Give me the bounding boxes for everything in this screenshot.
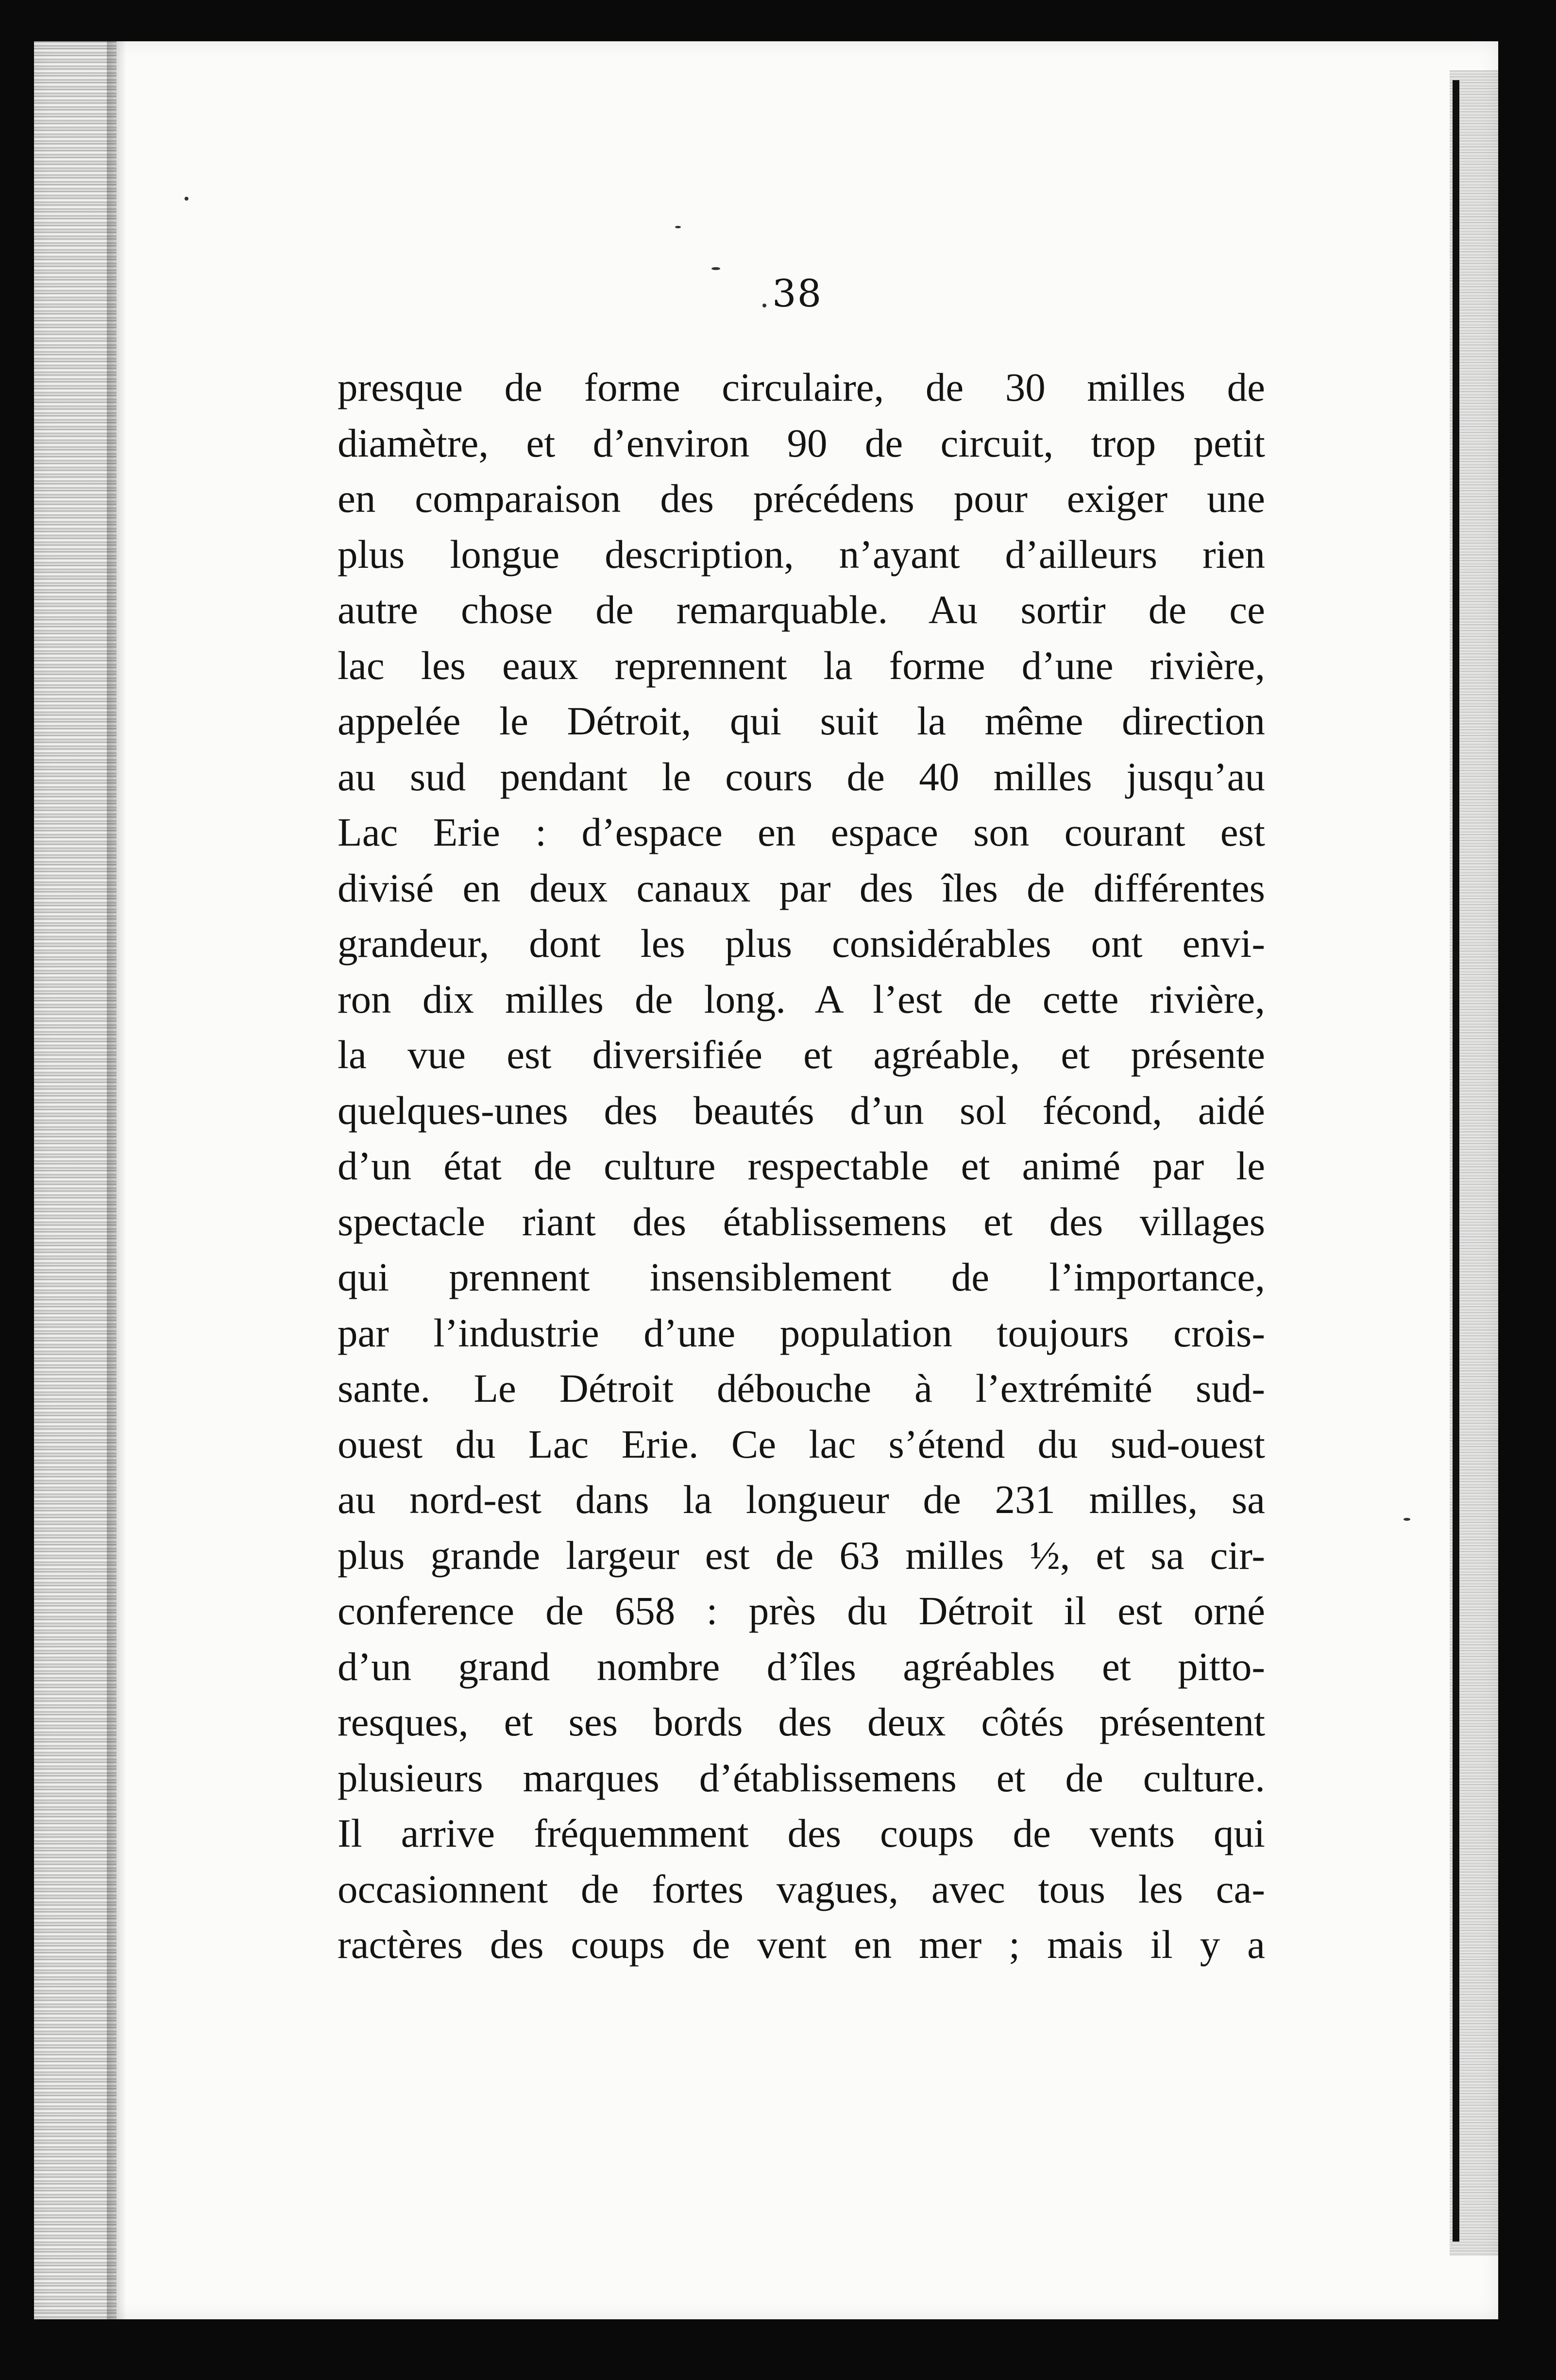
text-line: divisé en deux canaux par des îles de différentes xyxy=(338,865,1265,910)
speck xyxy=(762,304,766,307)
text-line: la vue est diversifiée et agréable, et présente xyxy=(338,1032,1265,1077)
text-line: ouest du Lac Erie. Ce lac s’étend du sud-ouest xyxy=(338,1421,1265,1466)
text-line: qui prennent insensiblement de l’importance, xyxy=(338,1255,1265,1299)
gutter-shadow xyxy=(107,41,126,2319)
text-line: occasionnent de fortes vagues, avec tous les ca- xyxy=(338,1866,1265,1911)
page-number: 38 xyxy=(772,272,823,316)
text-line: plusieurs marques d’établissemens et de culture. xyxy=(338,1755,1265,1800)
right-edge-rule xyxy=(1453,80,1459,2242)
text-line: diamètre, et d’environ 90 de circuit, trop petit xyxy=(338,420,1265,465)
text-line: en comparaison des précédens pour exiger une xyxy=(338,476,1265,521)
text-line: au nord-est dans la longueur de 231 milles, sa xyxy=(338,1477,1265,1522)
binding-gutter xyxy=(34,41,117,2319)
text-line: ractères des coups de vent en mer ; mais il y a xyxy=(338,1922,1265,1967)
text-line: presque de forme circulaire, de 30 milles de xyxy=(338,365,1265,409)
text-line: Lac Erie : d’espace en espace son courant est xyxy=(338,810,1265,854)
text-line: sante. Le Détroit débouche à l’extrémité sud- xyxy=(338,1366,1265,1411)
text-line: lac les eaux reprennent la forme d’une rivière, xyxy=(338,643,1265,688)
text-line: quelques-unes des beautés d’un sol fécond, aidé xyxy=(338,1088,1265,1133)
text-line: ron dix milles de long. A l’est de cette rivière, xyxy=(338,976,1265,1021)
text-line: resques, et ses bords des deux côtés présentent xyxy=(338,1700,1265,1744)
speck xyxy=(1404,1518,1410,1521)
text-line: appelée le Détroit, qui suit la même direction xyxy=(338,698,1265,743)
text-line: Il arrive fréquemment des coups de vents qui xyxy=(338,1811,1265,1855)
text-line: autre chose de remarquable. Au sortir de ce xyxy=(338,587,1265,632)
text-line: plus grande largeur est de 63 milles ½, et sa cir- xyxy=(338,1532,1265,1578)
speck xyxy=(675,226,681,228)
text-line: d’un état de culture respectable et animé par le xyxy=(338,1143,1265,1188)
text-line: par l’industrie d’une population toujours crois- xyxy=(338,1310,1265,1355)
text-line: plus longue description, n’ayant d’ailleurs rien xyxy=(338,531,1265,577)
text-line: spectacle riant des établissemens et des villages xyxy=(338,1199,1265,1244)
speck xyxy=(711,267,720,270)
text-line: d’un grand nombre d’îles agréables et pitto- xyxy=(338,1644,1265,1689)
speck xyxy=(185,197,188,201)
text-line: au sud pendant le cours de 40 milles jusqu’au xyxy=(338,754,1265,799)
text-line: conference de 658 : près du Détroit il est orné xyxy=(338,1588,1265,1633)
body-text xyxy=(338,359,1265,1972)
text-line: grandeur, dont les plus considérables ont envi- xyxy=(338,921,1265,966)
